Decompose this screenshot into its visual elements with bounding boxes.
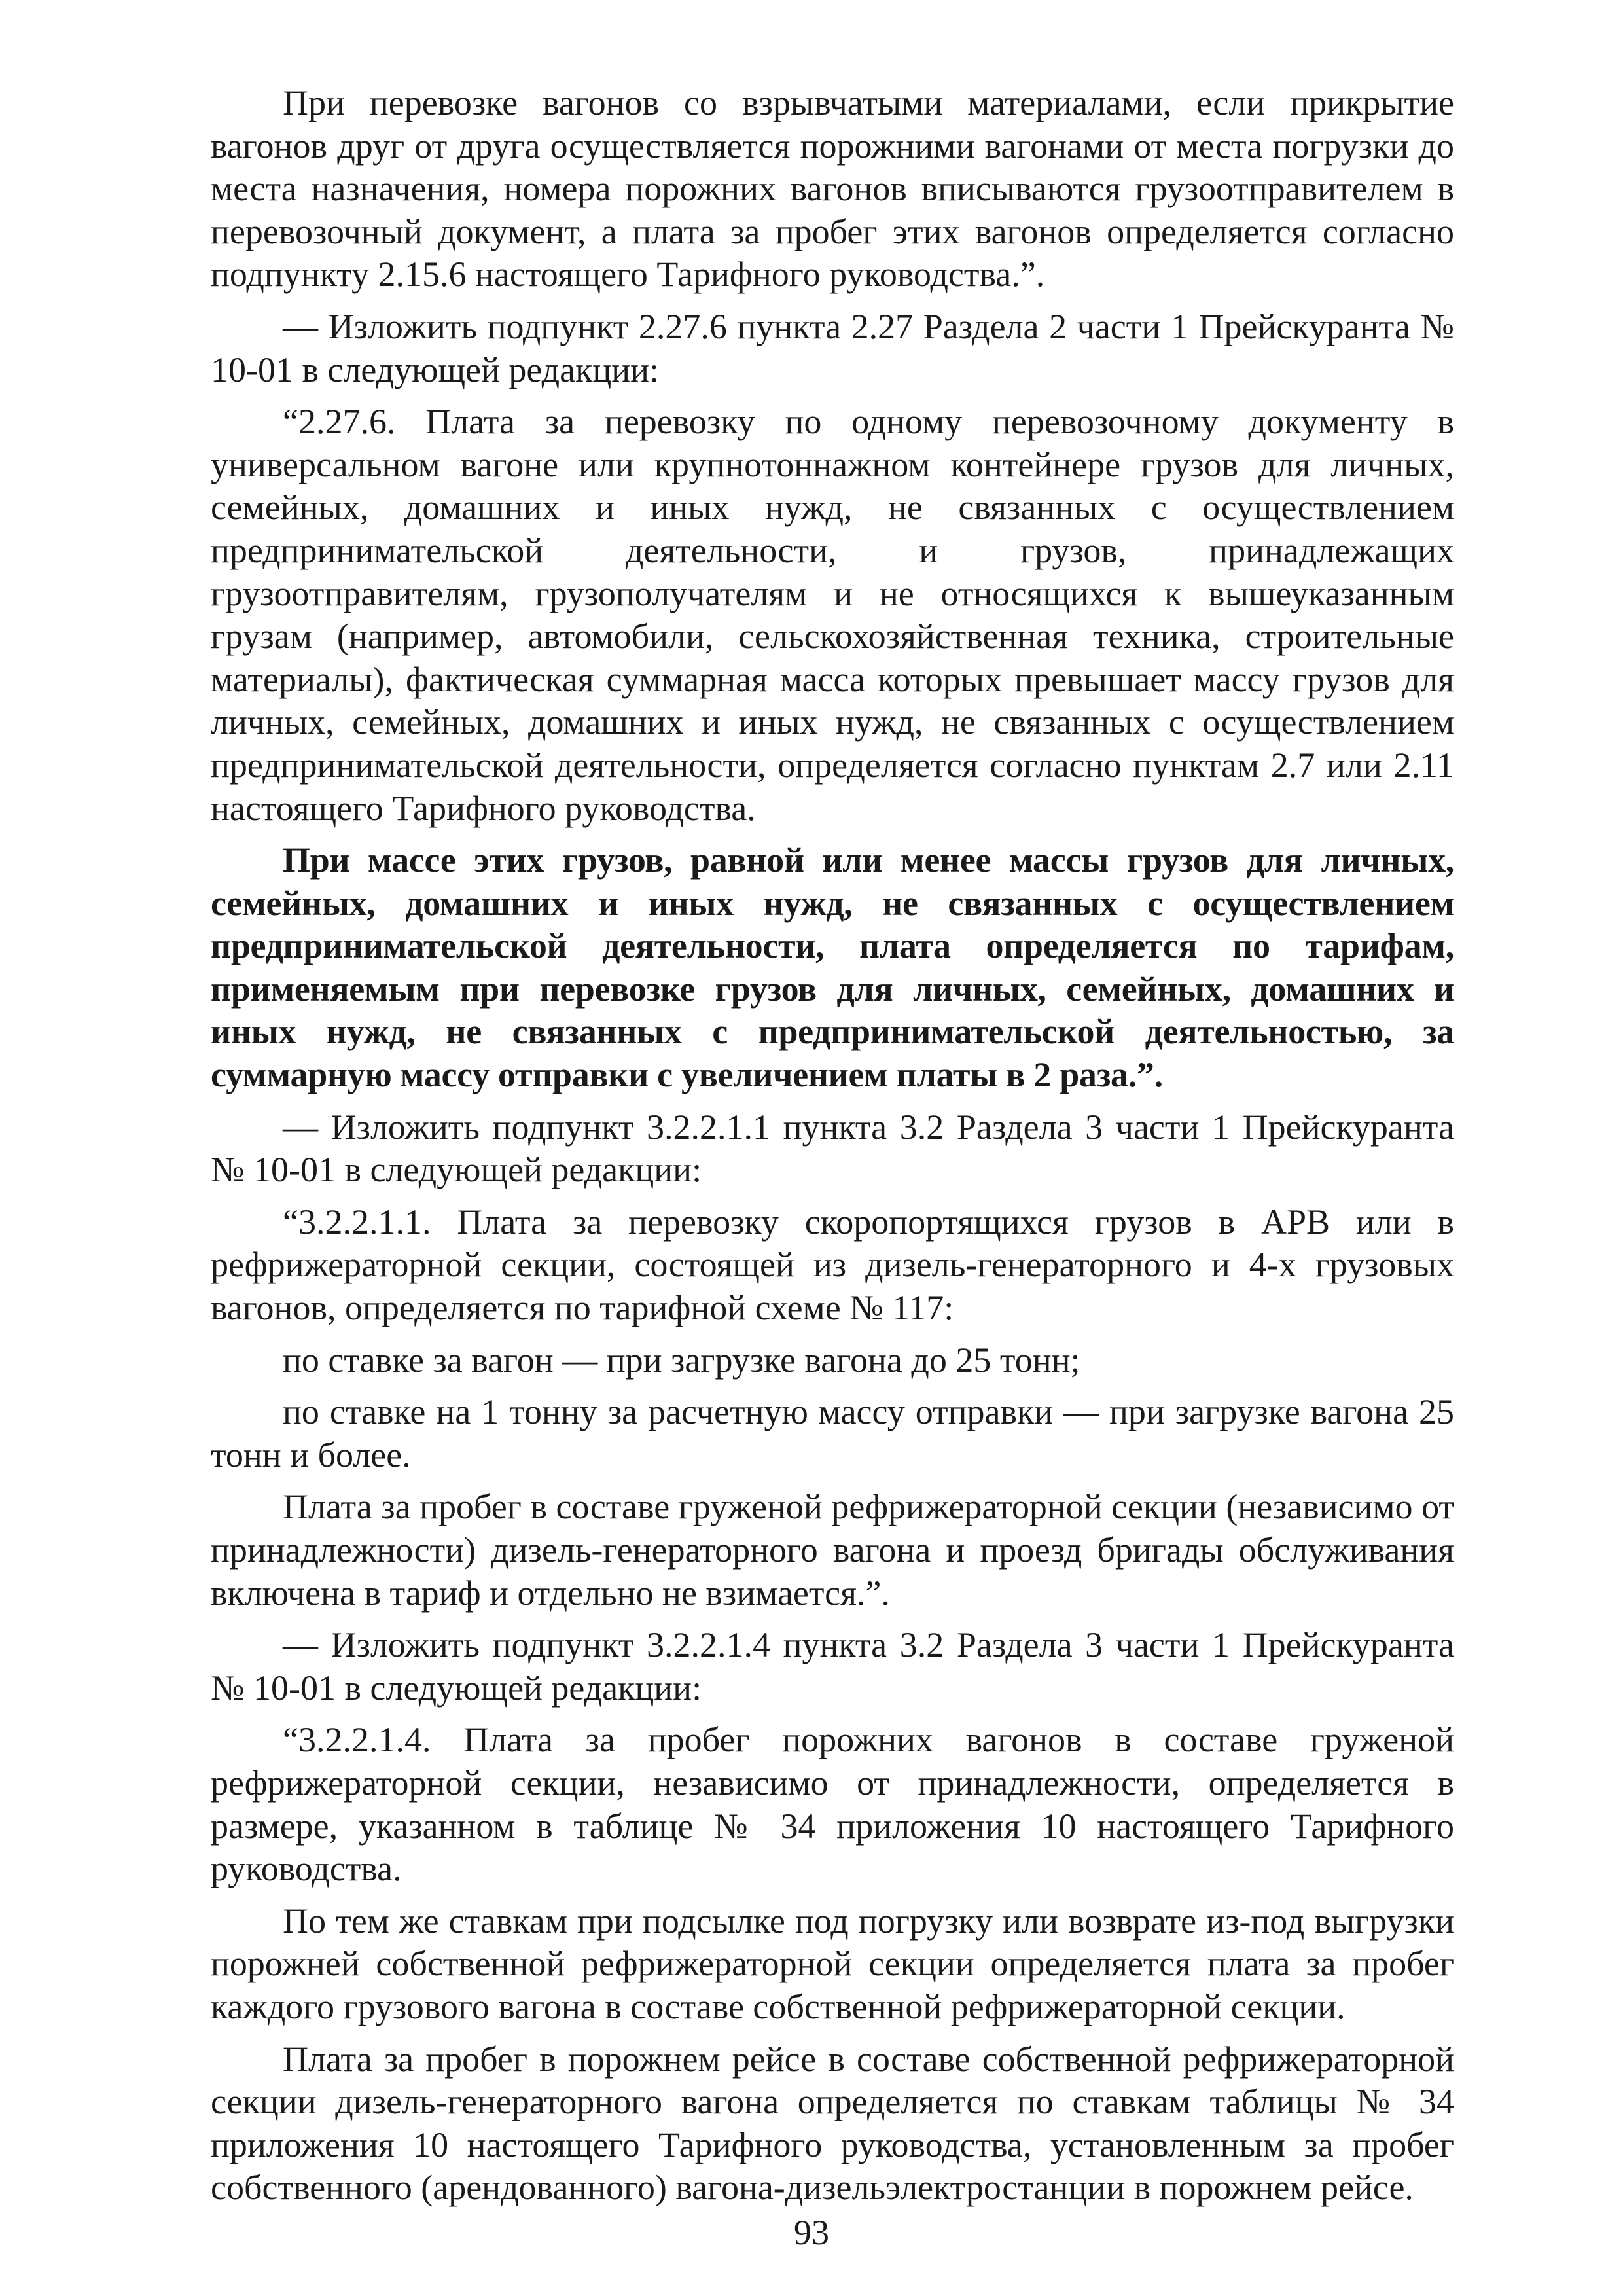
paragraph-same-rates-return: По тем же ставкам при подсылке под погрузку или возврате из-под выгрузки порожней собственной рефрижераторной секции определяется плата за пробег каждого грузового вагона в составе собственной рефрижераторной секции. xyxy=(211,1901,1454,2026)
paragraph-amend-3-2-2-1-4-heading: — Изложить подпункт 3.2.2.1.4 пункта 3.2 Раздела 3 части 1 Прейскуранта № 10-01 в следующей редакции: xyxy=(211,1625,1454,1708)
paragraph-2-27-6-mass-rule: При массе этих грузов, равной или менее массы грузов для личных, семейных, домашних и иных нужд, не связанных с осуществлением предпринимательской деятельности, плата определяется по тарифам, применяемым при перевозке грузов для личных, семейных, домашних и иных нужд, не связанных с предпринимательской деятельностью, за суммарную массу отправки с увеличением платы в 2 раза.”. xyxy=(211,840,1454,1095)
paragraph-2-27-6-text: “2.27.6. Плата за перевозку по одному перевозочному документу в универсальном вагоне или крупнотоннажном контейнере грузов для личных, семейных, домашних и иных нужд, не связанных с осуществлением предпринимательской деятельности, и грузов, принадлежащих грузоотправителям, грузополучателям и не относящихся к вышеуказанным грузам (например, автомобили, сельскохозяйственная техника, строительные материалы), фактическая суммарная масса которых превышает массу грузов для личных, семейных, домашних и иных нужд, не связанных с осуществлением предпринимательской деятельности, определяется согласно пунктам 2.7 или 2.11 настоящего Тарифного руководства. xyxy=(211,402,1454,828)
paragraph-explosives-cover-wagons: При перевозке вагонов со взрывчатыми материалами, если прикрытие вагонов друг от друга осуществляется порожними вагонами от места погрузки до места назначения, номера порожних вагонов вписываются грузоотправителем в перевозочный документ, а плата за пробег этих вагонов определяется согласно подпункту 2.15.6 настоящего Тарифного руководства.”. xyxy=(211,83,1454,295)
paragraph-rate-per-wagon: по ставке за вагон — при загрузке вагона до 25 тонн; xyxy=(283,1340,1080,1380)
document-body xyxy=(211,82,1454,2210)
paragraph-rate-per-ton: по ставке на 1 тонну за расчетную массу отправки — при загрузке вагона 25 тонн и более. xyxy=(211,1392,1454,1475)
paragraph-empty-run-fee: Плата за пробег в порожнем рейсе в составе собственной рефрижераторной секции дизель-генераторного вагона определяется по ставкам таблицы № 34 приложения 10 настоящего Тарифного руководства, установленным за пробег собственного (арендованного) вагона-дизельэлектростанции в порожнем рейсе. xyxy=(211,2039,1454,2208)
paragraph-amend-3-2-2-1-1-heading: — Изложить подпункт 3.2.2.1.1 пункта 3.2 Раздела 3 части 1 Прейскуранта № 10-01 в следующей редакции: xyxy=(211,1107,1454,1190)
paragraph-3-2-2-1-1-text: “3.2.2.1.1. Плата за перевозку скоропортящихся грузов в АРВ или в рефрижераторной секции, состоящей из дизель-генераторного и 4-х грузовых вагонов, определяется по тарифной схеме № 117: xyxy=(211,1202,1454,1328)
paragraph-diesel-generator-fee: Плата за пробег в составе груженой рефрижераторной секции (независимо от принадлежности) дизель-генераторного вагона и проезд бригады обслуживания включена в тариф и отдельно не взимается.”. xyxy=(211,1487,1454,1613)
paragraph-amend-2-27-6-heading: — Изложить подпункт 2.27.6 пункта 2.27 Раздела 2 части 1 Прейскуранта № 10-01 в следующей редакции: xyxy=(211,306,1454,389)
paragraph-3-2-2-1-4-text: “3.2.2.1.4. Плата за пробег порожних вагонов в составе груженой рефрижераторной секции, независимо от принадлежности, определяется в размере, указанном в таблице № 34 приложения 10 настоящего Тарифного руководства. xyxy=(211,1720,1454,1889)
page-number: 93 xyxy=(794,2213,829,2252)
